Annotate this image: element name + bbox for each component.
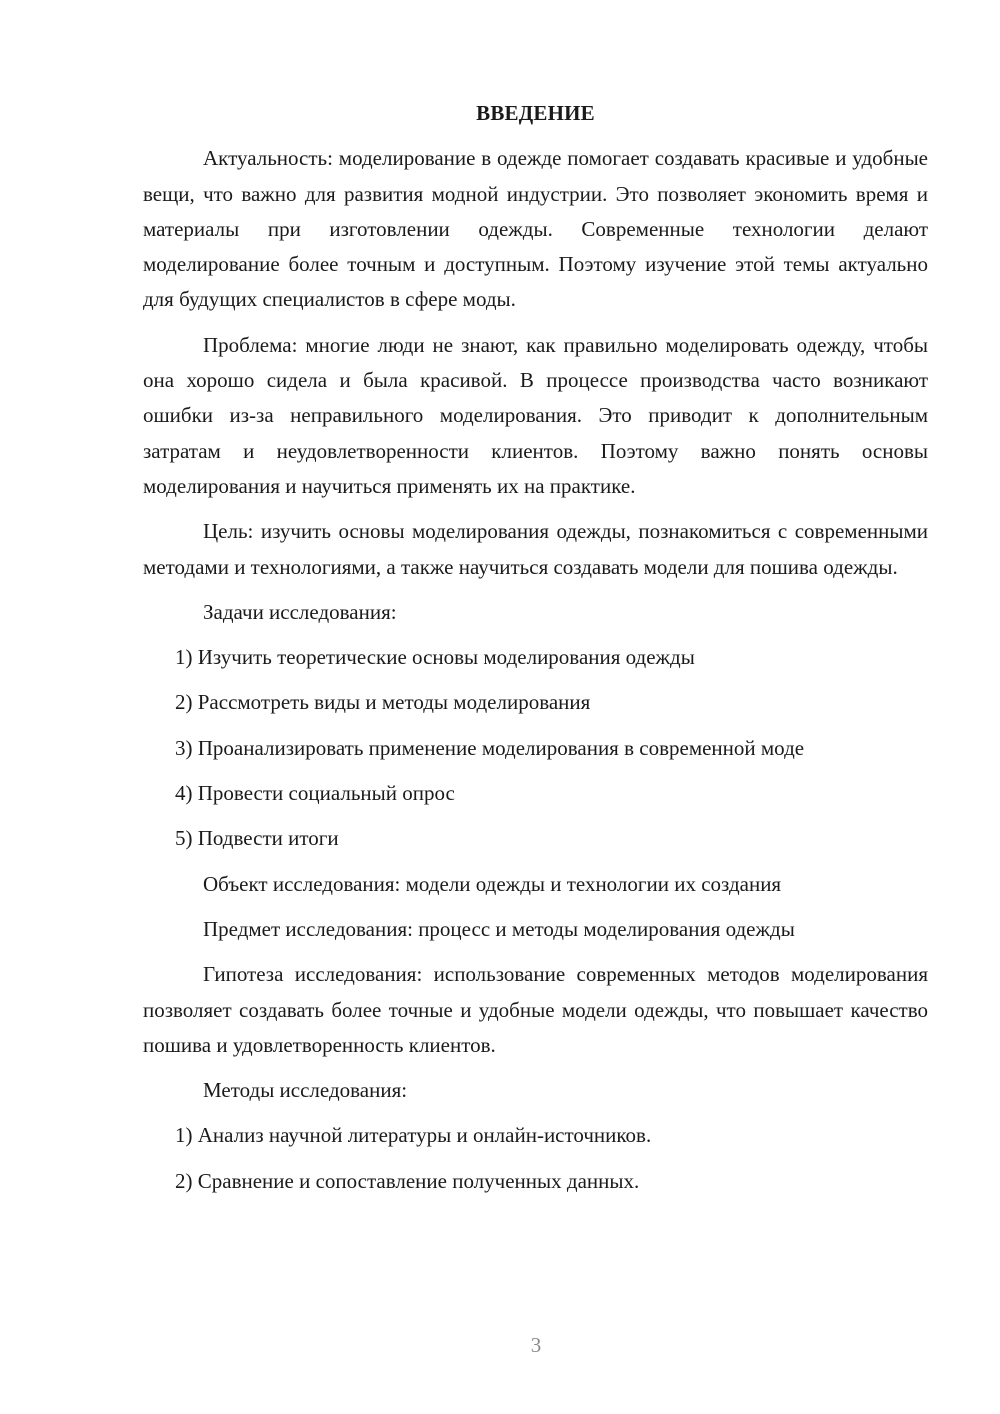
list-item: 4) Провести социальный опрос — [175, 781, 455, 806]
paragraph-goal: Цель: изучить основы моделирования одежды, познакомиться с современными методами и технологиями, а также научиться создавать модели для пошива одежды. — [143, 519, 928, 579]
page-content — [143, 96, 928, 1209]
research-subject: Предмет исследования: процесс и методы моделирования одежды — [203, 916, 795, 941]
list-item: 2) Рассмотреть виды и методы моделирования — [175, 690, 591, 715]
list-item: 1) Изучить теоретические основы моделирования одежды — [175, 645, 695, 670]
page-title: ВВЕДЕНИЕ — [476, 101, 595, 125]
methods-list — [143, 1118, 928, 1199]
paragraph-problem: Проблема: многие люди не знают, как правильно моделировать одежду, чтобы она хорошо сидела и была красивой. В процессе производства часто возникают ошибки из-за неправильного моделирования. Это приводит к дополнительным затратам и неудовлетворенности клиентов. Поэтому важно понять основы моделирования и научиться применять их на практике. — [143, 332, 928, 498]
list-item: 1) Анализ научной литературы и онлайн-источников. — [175, 1123, 652, 1148]
list-item: 3) Проанализировать применение моделирования в современной моде — [175, 735, 805, 760]
methods-heading: Методы исследования: — [203, 1078, 408, 1103]
research-object: Объект исследования: модели одежды и технологии их создания — [203, 871, 782, 896]
paragraph-hypothesis: Гипотеза исследования: использование современных методов моделирования позволяет создавать более точные и удобные модели одежды, что повышает качество пошива и удовлетворенность клиентов. — [143, 962, 928, 1057]
paragraph-relevance: Актуальность: моделирование в одежде помогает создавать красивые и удобные вещи, что важно для развития модной индустрии. Это позволяет экономить время и материалы при изготовлении одежды. Современные технологии делают моделирование более точным и доступным. Поэтому изучение этой темы актуально для будущих специалистов в сфере моды. — [143, 146, 928, 312]
list-item: 2) Сравнение и сопоставление полученных данных. — [175, 1168, 640, 1193]
list-item: 5) Подвести итоги — [175, 826, 339, 851]
tasks-list — [143, 640, 928, 856]
page-number: 3 — [530, 1333, 542, 1357]
tasks-heading: Задачи исследования: — [203, 599, 397, 624]
